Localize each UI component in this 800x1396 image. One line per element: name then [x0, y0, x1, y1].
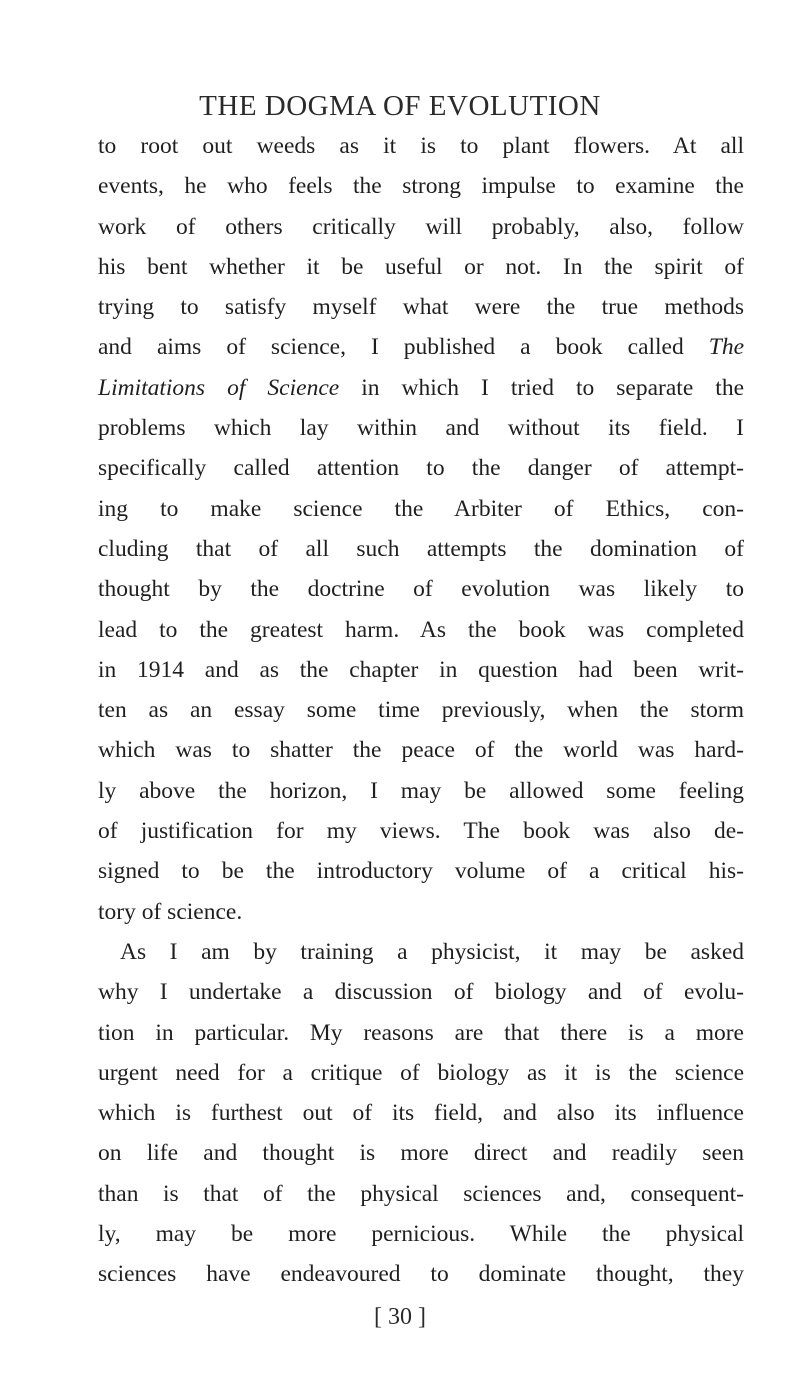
text-line: than is that of the physical sciences and, consequent-: [98, 1180, 744, 1207]
text-line: ly above the horizon, I may be allowed some feeling: [98, 777, 744, 804]
text-span: and aims of science, I published a book called: [98, 334, 684, 361]
text-line: problems which lay within and without its field. I: [98, 415, 744, 442]
text-line: As I am by training a physicist, it may be asked: [120, 938, 744, 965]
text-line: ing to make science the Arbiter of Ethics, con-: [98, 495, 744, 522]
text-line: [98, 327, 744, 367]
text-line: his bent whether it be useful or not. In the spirit of: [98, 253, 744, 280]
text-line: in 1914 and as the chapter in question had been writ-: [98, 656, 744, 683]
text-line: specifically called attention to the danger of attempt-: [98, 455, 744, 482]
text-line: ly, may be more pernicious. While the physical: [98, 1221, 744, 1248]
text-line: tion in particular. My reasons are that there is a more: [98, 1019, 744, 1046]
text-line: sciences have endeavoured to dominate thought, they: [98, 1261, 744, 1288]
book-title-italic: The: [708, 334, 744, 361]
text-line: ten as an essay some time previously, when the storm: [98, 697, 744, 724]
book-title-italic: Limitations of Science: [98, 374, 340, 401]
text-line: events, he who feels the strong impulse to examine the: [98, 173, 744, 200]
text-line: to root out weeds as it is to plant flowers. At all: [98, 133, 744, 159]
text-line: of justification for my views. The book was also de-: [98, 818, 744, 845]
text-line: tory of science.: [98, 898, 243, 925]
text-line: [98, 368, 744, 408]
text-span: in which I tried to separate the: [361, 374, 745, 401]
text-line: trying to satisfy myself what were the true methods: [98, 294, 744, 321]
text-line: which is furthest out of its field, and also its influence: [98, 1100, 744, 1127]
text-line: thought by the doctrine of evolution was likely to: [98, 576, 744, 603]
body-text: [98, 126, 744, 1295]
text-line: urgent need for a critique of biology as it is the science: [98, 1059, 744, 1086]
text-line: work of others critically will probably, also, follow: [98, 213, 744, 240]
text-line: which was to shatter the peace of the world was hard-: [98, 737, 744, 764]
page-number: [ 30 ]: [374, 1304, 426, 1330]
text-line: on life and thought is more direct and readily seen: [98, 1140, 744, 1167]
text-line: why I undertake a discussion of biology and of evolu-: [98, 979, 744, 1006]
text-line: lead to the greatest harm. As the book was completed: [98, 616, 744, 643]
text-line: signed to be the introductory volume of a critical his-: [98, 858, 744, 885]
text-line: cluding that of all such attempts the domination of: [98, 535, 744, 562]
running-head: THE DOGMA OF EVOLUTION: [199, 90, 601, 122]
